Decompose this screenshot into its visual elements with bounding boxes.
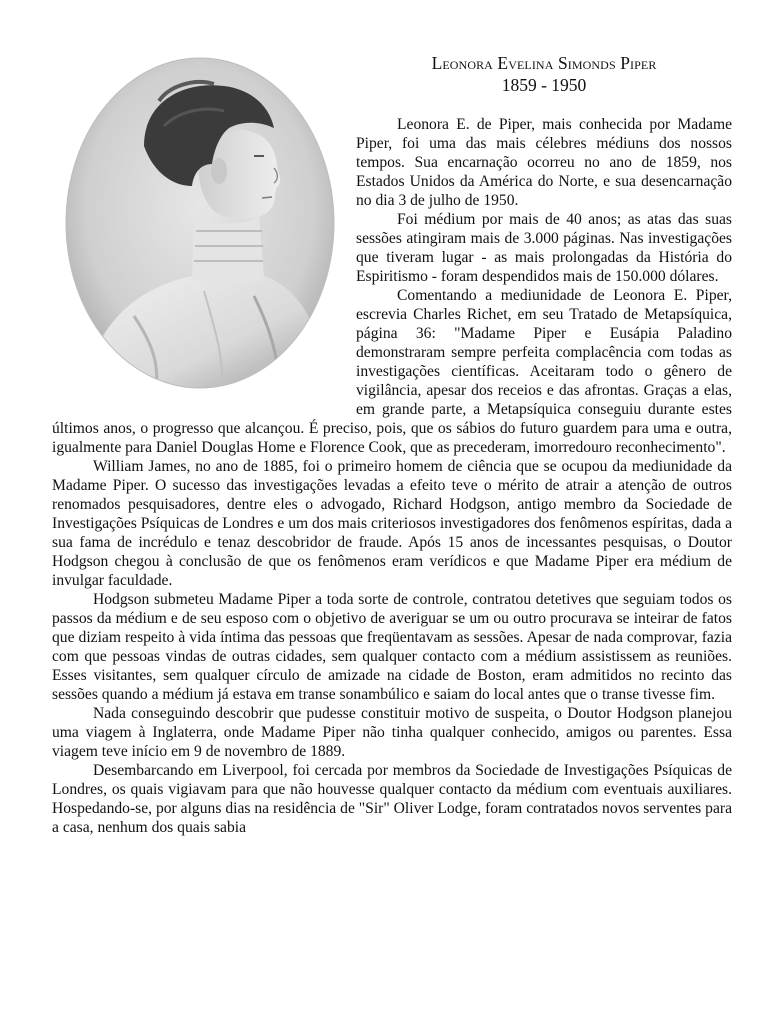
life-years: 1859 - 1950	[501, 75, 587, 95]
paragraph: Comentando a mediunidade de Leonora E. Piper, escrevia Charles Richet, em seu Tratado de Metapsíquica, página 36: "Madame Piper e Eusápia Paladino demonstraram sempre perfeita complacência com todas as investigações científicas. Aceitaram todo o gênero de vigilância, apesar dos receios e das afrontas. Graças a elas, em grande parte, a Metapsíquica conseguiu durante estes últimos anos, o progresso que alcançou. É preciso, pois, que os sábios do futuro guardem para uma e outra, igualmente para Daniel Douglas Home e Florence Cook, que as precederam, imorredouro reconhecimento".	[52, 287, 732, 456]
paragraph: Leonora E. de Piper, mais conhecida por Madame Piper, foi uma das mais célebres médiuns dos nossos tempos. Sua encarnação ocorreu no ano de 1859, nos Estados Unidos da América do Norte, e sua desencarnação no dia 3 de julho de 1950.	[356, 116, 732, 209]
paragraph: Desembarcando em Liverpool, foi cercada por membros da Sociedade de Investigações Psíquicas de Londres, os quais vigiavam para que não houvesse qualquer contacto da médium com eventuais auxiliares. Hospedando-se, por alguns dias na residência de "Sir" Oliver Lodge, foram contratados novos serventes para a casa, nenhum dos quais sabia	[52, 762, 732, 836]
article-body	[52, 115, 732, 837]
portrait-spacer	[52, 115, 356, 413]
paragraph: Hodgson submeteu Madame Piper a toda sorte de controle, contratou detetives que seguiam todos os passos da médium e de seu esposo com o objetivo de averiguar se um ou outro procurava se inteirar de fatos que diziam respeito à vida íntima das pessoas que freqüentavam as sessões. Apesar de nada comprovar, fazia com que pessoas vindas de outras cidades, sem qualquer contacto com a médium assistissem as reuniões. Esses visitantes, sem qualquer círculo de amizade na cidade de Boston, eram admitidos no recinto das sessões quando a médium já estava em transe sonambúlico e saiam do local antes que o transe tivesse fim.	[52, 591, 732, 703]
paragraph: William James, no ano de 1885, foi o primeiro homem de ciência que se ocupou da mediunidade da Madame Piper. O sucesso das investigações levadas a efeito teve o mérito de atrair a atenção de outros renomados pesquisadores, dentre eles o advogado, Richard Hodgson, antigo membro da Sociedade de Investigações Psíquicas de Londres e um dos mais criteriosos investigadores dos fenômenos espíritas, dada a sua fama de incrédulo e tenaz descobridor de fraude. Após 15 anos de incessantes pesquisas, o Doutor Hodgson chegou à conclusão de que os fenômenos eram verídicos e que Madame Piper era médium de invulgar faculdade.	[52, 458, 732, 589]
paragraph: Foi médium por mais de 40 anos; as atas das suas sessões atingiram mais de 3.000 páginas. Nas investigações que tiveram lugar - as mais prolongadas da História do Espiritismo - foram despendidos mais de 150.000 dólares.	[356, 211, 732, 285]
paragraph: Nada conseguindo descobrir que pudesse constituir motivo de suspeita, o Doutor Hodgson planejou uma viagem à Inglaterra, onde Madame Piper não tinha qualquer conhecido, amigos ou parentes. Essa viagem teve início em 9 de novembro de 1889.	[52, 705, 732, 760]
page-title: Leonora Evelina Simonds Piper	[431, 53, 657, 73]
title-block	[356, 52, 732, 96]
